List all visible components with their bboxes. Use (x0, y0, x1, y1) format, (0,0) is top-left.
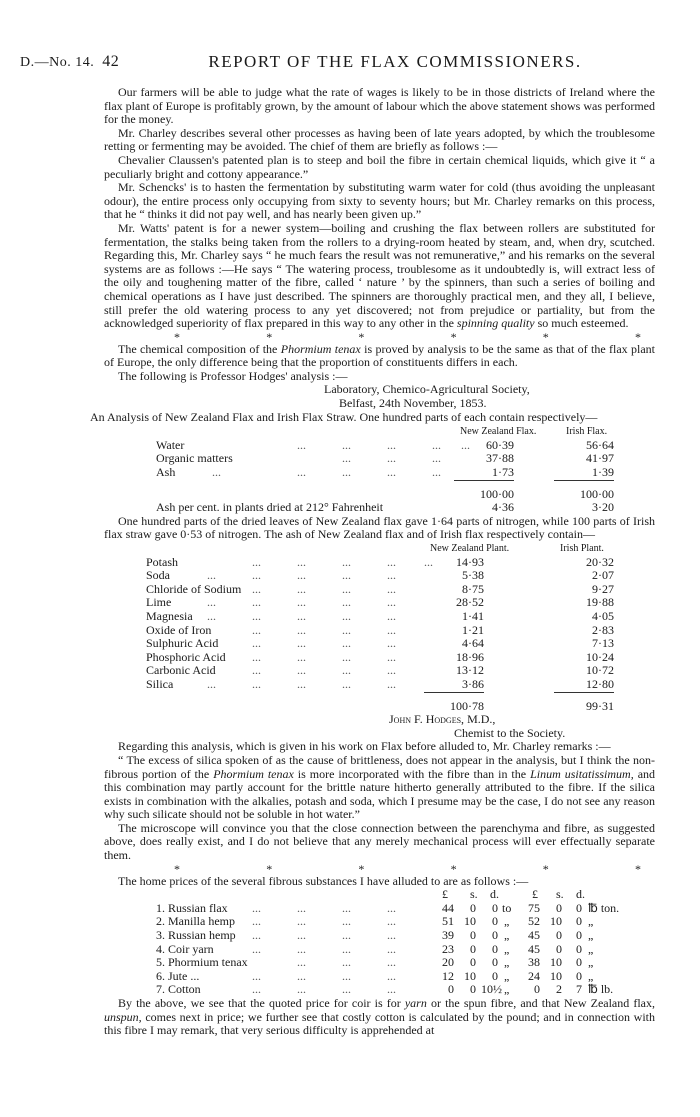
table-row: Water ... ... ... ... ... 60·39 56·64 (156, 437, 614, 452)
body-text (90, 85, 656, 1038)
page-header (20, 52, 680, 75)
table-row: Oxide of Iron ... ... ... ... 1·21 2·83 (146, 622, 614, 637)
table-row: Potash ... ... ... ... ... 14·93 20·32 (146, 554, 614, 569)
table-total-row: 100·78 99·31 (450, 698, 614, 713)
page-title: REPORT OF THE FLAX COMMISSIONERS. (208, 52, 582, 71)
analysis-table-1 (104, 425, 655, 515)
lab-date: Belfast, 24th November, 1853. (339, 396, 487, 411)
paragraph: Our farmers will be able to judge what the rate of wages is likely to be in those districts of Ireland where the flax plant of Europe is profitably grown, by the amount of labour which the above statement shows was performed for the money. (104, 85, 655, 127)
page-number: 42 (102, 53, 120, 70)
analysis-heading: An Analysis of New Zealand Flax and Irish Flax Straw. One hundred parts of each contain respectively— (90, 409, 598, 424)
paragraph: The home prices of the several fibrous substances I have alluded to are as follows :— (118, 873, 529, 888)
price-row: 1. Russian flax ... ... ... ... 44 0 0 to 75 0 0 ℔ ton. (156, 900, 620, 915)
table-total-row: 100·00 100·00 (480, 486, 614, 501)
price-row: 2. Manilla hemp ... ... ... ... 51 10 0 „ 52 10 0 „ (156, 914, 594, 929)
price-row: 7. Cotton ... ... ... ... 0 0 10½ „ 0 2 7 ℔ lb. (156, 982, 614, 997)
table-row: Silica ... ... ... ... ... 3·86 12·80 (146, 676, 614, 691)
paragraph: Mr. Charley describes several other processes as having been of late years adopted, by which the troublesome retting or fermenting may be avoided. The chief of them are briefly as follows :— (104, 125, 655, 154)
paragraph: One hundred parts of the dried leaves of New Zealand flax gave 1·64 parts of nitrogen, while 100 parts of Irish flax straw gave 0·53 of nitrogen. The ash of New Zealand flax and of Irish flax respectively contain— (104, 513, 655, 542)
lab-heading: Laboratory, Chemico-Agricultural Society, (324, 382, 530, 397)
table-row: Ash per cent. in plants dried at 212° Fahrenheit 4·36 3·20 (156, 500, 614, 515)
table-row: Phosphoric Acid ... ... ... ... 18·96 10·24 (146, 649, 614, 664)
table-row: Carbonic Acid ... ... ... ... 13·12 10·72 (146, 663, 614, 678)
quotation: “ The excess of silica spoken of as the cause of brittleness, does not appear in the analysis, but I think the non-fibrous portion of the Phormium tenax is more incorporated with the fibre than in the Linum usitatissimum, and this combination may partly account for the brittle nature hitherto generally attributed to the fibre. If the silica exists in combination with the alkalies, potash and soda, which I presume may be the case, I do not see any reason why such silicate should not be soluble in hot water.” (104, 752, 656, 822)
signature-title: Chemist to the Society. (454, 725, 566, 740)
paragraph: Chevalier Claussen's patented plan is to steep and boil the fibre in certain chemical liquids, which give it “ a peculiarly bright and cottony appearance.” (104, 152, 655, 181)
price-row: 6. Jute ... ... ... ... ... 12 10 0 „ 24 10 0 „ (156, 968, 594, 983)
paragraph: Mr. Schencks' is to hasten the fermentation by substituting warm water for cold (thus avoiding the unpleasant odour), the entire process only occupying from sixty to seventy hours; but Mr. Charley remarks on this process, that he “ thinks it did not pay well, and has nearly been given up.” (104, 180, 655, 222)
table-row: Soda ... ... ... ... ... 5·38 2·07 (146, 568, 614, 583)
analysis-table-2 (104, 542, 655, 713)
table-header: New Zealand Flax. Irish Flax. (460, 426, 608, 438)
section-break: * * * * * * (174, 861, 641, 876)
page-reference: D.—No. 14. 42 (20, 53, 120, 70)
table-row: Sulphuric Acid ... ... ... ... 4·64 7·13 (146, 636, 614, 651)
paragraph: By the above, we see that the quoted price for coir is for yarn or the spun fibre, and that New Zealand flax, unspun, comes next in price; we further see that costly cotton is calculated by the pound; and in connection with this fibre I may remark, that very serious difficulty is apprehended at (104, 996, 656, 1038)
table-row: Organic matters ... ... ... 37·88 41·97 (156, 451, 614, 466)
table-row: Ash ... ... ... ... ... 1·73 1·39 (156, 465, 614, 480)
table-header: £ s. d. £ s. d. (442, 887, 585, 902)
table-row: Lime ... ... ... ... ... 28·52 19·88 (146, 595, 614, 610)
price-row: 5. Phormium tenax ... ... ... 20 0 0 „ 38 10 0 „ (156, 955, 594, 970)
paragraph: Mr. Watts' patent is for a newer system—boiling and crushing the flax between rollers are substituted for fermentation, the stalks being taken from the rollers to a drying-room heated by steam, and, when dry, scutched. Regarding this, Mr. Charley says “ he much fears the result was not remunerative,” and his remarks on the several systems are as follows :—He says “ The watering process, troublesome as it undoubtedly is, will extract less of the oily and toughening matter of the fibre, called ‘ nature ’ by the spinners, than such a series of boiling and chemical operations as I have just described. The spinners are thoroughly practical men, and they all, I believe, still prefer the old watering process to any yet discovered; not from prejudice or partiality, but from the acknowledged superiority of flax prepared in this way to any other in the spinning quality so much esteemed. (104, 220, 655, 331)
paragraph: The following is Professor Hodges' analysis :— (118, 368, 348, 383)
paragraph: The microscope will convince you that the close connection between the parenchyma and fibre, as suggested above, does really exist, and I do not believe that any merely mechanical process will ever effectually separate them. (104, 820, 655, 863)
signature: John F. Hodges, M.D., (389, 712, 496, 727)
price-row: 3. Russian hemp ... ... ... ... 39 0 0 „ 45 0 0 „ (156, 928, 594, 943)
total-rule (104, 480, 655, 488)
section-break: * * * * * * (174, 329, 641, 344)
total-rule (104, 692, 655, 700)
table-row: Magnesia ... ... ... ... ... 1·41 4·05 (146, 608, 614, 623)
paragraph: Regarding this analysis, which is given in his work on Flax before alluded to, Mr. Charley remarks :— (118, 739, 611, 754)
prices-table (104, 888, 655, 997)
table-header: New Zealand Plant. Irish Plant. (430, 543, 604, 554)
paragraph: The chemical composition of the Phormium tenax is proved by analysis to be the same as that of the flax plant of Europe, the only difference being that the proportion of constituents differs in each. (104, 341, 656, 370)
price-row: 4. Coir yarn ... ... ... ... 23 0 0 „ 45 0 0 „ (156, 941, 594, 956)
table-row: Chloride of Sodium ... ... ... ... 8·75 9·27 (146, 581, 614, 596)
